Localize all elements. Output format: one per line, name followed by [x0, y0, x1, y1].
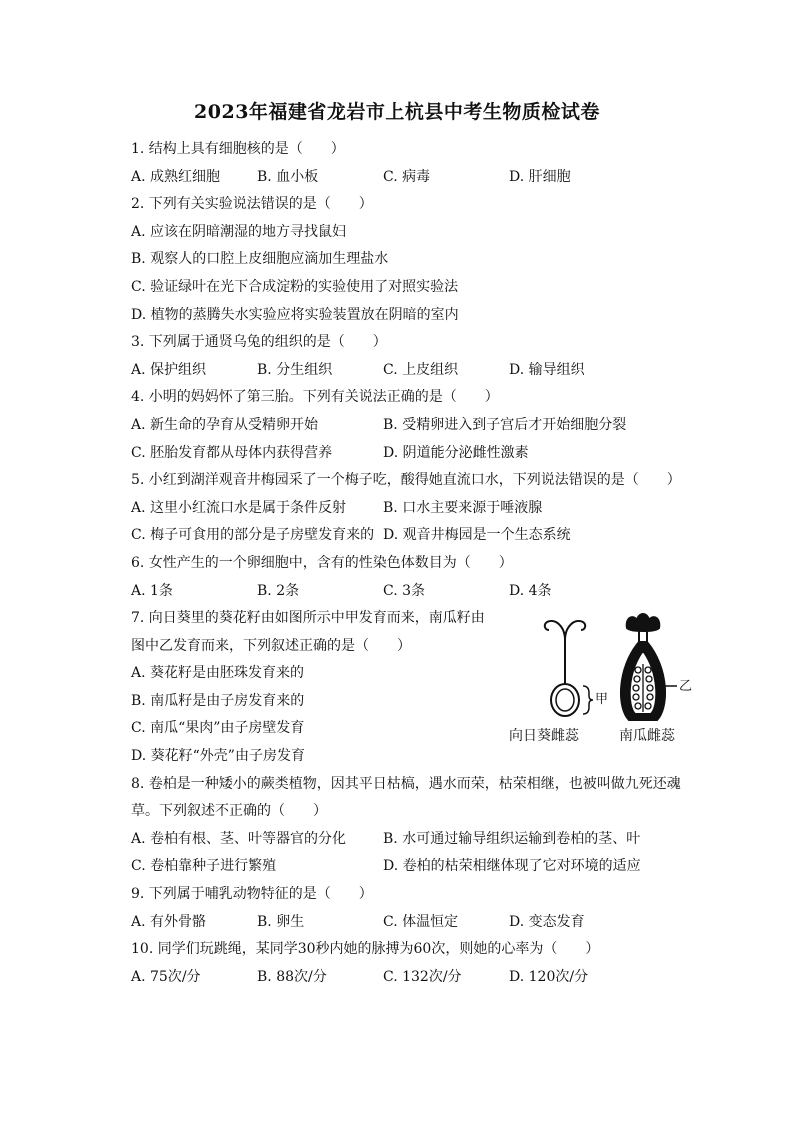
option-a[interactable]: A. 成熟红细胞	[131, 168, 221, 185]
question-list	[131, 136, 691, 991]
question-5-options-row2	[131, 522, 691, 550]
option-c[interactable]: C. 体温恒定	[383, 913, 459, 930]
question-4-options-row2	[131, 440, 691, 468]
question-4-options-row1	[131, 412, 691, 440]
option-b[interactable]: B. 南瓜籽是由子房发育来的	[131, 692, 305, 709]
option-d[interactable]: D. 观音井梅园是一个生态系统	[383, 527, 571, 544]
option-c[interactable]: C. 胚胎发育都从母体内获得营养	[131, 444, 333, 461]
option-a[interactable]: A. 应该在阴暗潮湿的地方寻找鼠妇	[131, 223, 347, 240]
option-d[interactable]: D. 输导组织	[509, 361, 585, 378]
option-a[interactable]: A. 保护组织	[131, 361, 207, 378]
question-5-options-row1	[131, 495, 691, 523]
label-jia: 甲	[595, 692, 609, 707]
option-a[interactable]: A. 这里小红流口水是属于条件反射	[131, 499, 347, 516]
option-c[interactable]: C. 132次/分	[383, 968, 462, 985]
option-d[interactable]: D. 阴道能分泌雌性激素	[383, 444, 529, 461]
option-a[interactable]: A. 有外骨骼	[131, 913, 207, 930]
option-a[interactable]: A. 葵花籽是由胚珠发育来的	[131, 665, 305, 682]
option-b[interactable]: B. 88次/分	[257, 968, 327, 985]
question-3-options	[131, 357, 691, 385]
option-b[interactable]: B. 水可通过输导组织运输到卷柏的茎、叶	[383, 830, 641, 847]
option-b[interactable]: B. 分生组织	[257, 361, 333, 378]
question-6-options	[131, 578, 691, 606]
option-b[interactable]: B. 观察人的口腔上皮细胞应滴加生理盐水	[131, 251, 389, 268]
question-8-options-row1	[131, 826, 691, 854]
question-10-options	[131, 964, 691, 992]
question-7-stem-line1: 7. 向日葵里的葵花籽由如图所示中甲发育而来，南瓜籽由	[131, 610, 485, 627]
option-c[interactable]: C. 南瓜“果肉”由子房壁发育	[131, 720, 305, 737]
option-c[interactable]: C. 卷柏靠种子进行繁殖	[131, 858, 277, 875]
option-a[interactable]: A. 1条	[131, 582, 173, 599]
option-c[interactable]: C. 验证绿叶在光下合成淀粉的实验使用了对照实验法	[131, 278, 459, 295]
question-8-stem-line1: 8. 卷柏是一种矮小的蕨类植物，因其平日枯槁，遇水而荣，枯荣相继，也被叫做九死还魂	[131, 775, 681, 792]
pistil-figure	[505, 608, 695, 753]
page-title: 2023年福建省龙岩市上杭县中考生物质检试卷	[194, 101, 600, 123]
option-c[interactable]: C. 梅子可食用的部分是子房壁发育来的	[131, 527, 375, 544]
label-yi: 乙	[679, 679, 693, 694]
option-d[interactable]: D. 葵花籽“外壳”由子房发育	[131, 748, 305, 765]
pumpkin-caption: 南瓜雌蕊	[619, 728, 675, 744]
question-9-stem: 9. 下列属于哺乳动物特征的是（ ）	[131, 886, 373, 903]
question-10-stem: 10. 同学们玩跳绳，某同学30秒内她的脉搏为60次，则她的心率为（ ）	[131, 941, 600, 958]
question-9-options	[131, 909, 691, 937]
option-d[interactable]: D. 120次/分	[509, 968, 589, 985]
option-c[interactable]: C. 病毒	[383, 168, 431, 185]
question-5-stem: 5. 小红到湖洋观音井梅园采了一个梅子吃，酸得她直流口水，下列说法错误的是（ ）	[131, 472, 681, 489]
option-c[interactable]: C. 3条	[383, 582, 426, 599]
option-b[interactable]: B. 口水主要来源于唾液腺	[383, 499, 543, 516]
option-b[interactable]: B. 卵生	[257, 913, 305, 930]
question-8-options-row2	[131, 853, 691, 881]
pumpkin-pistil	[621, 614, 677, 720]
sunflower-pistil	[545, 621, 593, 716]
option-a[interactable]: A. 75次/分	[131, 968, 201, 985]
question-8-stem-line2: 草。下列叙述不正确的（ ）	[131, 803, 327, 820]
question-1-options	[131, 164, 691, 192]
question-6-stem: 6. 女性产生的一个卵细胞中，含有的性染色体数目为（ ）	[131, 554, 513, 571]
sunflower-caption: 向日葵雌蕊	[509, 728, 579, 744]
pistil-diagram	[505, 608, 695, 726]
option-d[interactable]: D. 4条	[509, 582, 552, 599]
option-c[interactable]: C. 上皮组织	[383, 361, 459, 378]
question-7-stem-line2: 图中乙发育而来，下列叙述正确的是（ ）	[131, 637, 411, 654]
option-b[interactable]: B. 2条	[257, 582, 300, 599]
option-b[interactable]: B. 血小板	[257, 168, 319, 185]
option-d[interactable]: D. 卷柏的枯荣相继体现了它对环境的适应	[383, 858, 641, 875]
question-3-stem: 3. 下列属于通贤乌兔的组织的是（ ）	[131, 334, 387, 351]
option-d[interactable]: D. 变态发育	[509, 913, 585, 930]
option-a[interactable]: A. 新生命的孕育从受精卵开始	[131, 416, 319, 433]
option-d[interactable]: D. 植物的蒸腾失水实验应将实验装置放在阴暗的室内	[131, 306, 459, 323]
question-1-stem: 1. 结构上具有细胞核的是（ ）	[131, 141, 345, 157]
option-b[interactable]: B. 受精卵进入到子宫后才开始细胞分裂	[383, 416, 627, 433]
option-a[interactable]: A. 卷柏有根、茎、叶等器官的分化	[131, 830, 347, 847]
option-d[interactable]: D. 肝细胞	[509, 168, 571, 185]
question-4-stem: 4. 小明的妈妈怀了第三胎。下列有关说法正确的是（ ）	[131, 389, 499, 406]
question-2-stem: 2. 下列有关实验说法错误的是（ ）	[131, 196, 373, 213]
